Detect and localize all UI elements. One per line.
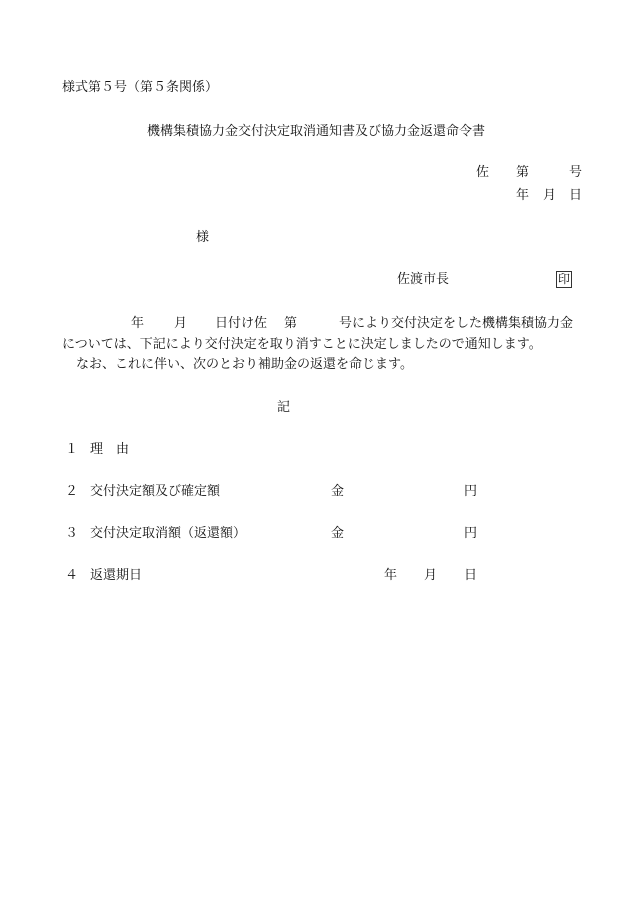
body-month: 月 (174, 316, 188, 331)
body-line2: については、下記により交付決定を取り消すことに決定しましたので通知します。 (62, 337, 542, 352)
item-2-kin: 金 (331, 484, 345, 499)
body-line1-rest: 号により交付決定をした機構集積協力金 (339, 316, 574, 331)
body-line3: なお、これに伴い、次のとおり補助金の返還を命じます。 (76, 357, 413, 372)
item-4-year: 年 (384, 568, 398, 583)
item-4-label: 返還期日 (90, 568, 143, 583)
item-2-yen: 円 (464, 484, 478, 499)
doc-date-month: 月 (543, 188, 557, 203)
ki-heading: 記 (277, 400, 291, 415)
item-2-number: ２ (65, 484, 79, 499)
body-dai: 第 (284, 316, 298, 331)
item-3-label: 交付決定取消額（返還額） (90, 526, 247, 541)
item-3-kin: 金 (331, 526, 345, 541)
item-3-yen: 円 (464, 526, 478, 541)
item-4-number: ４ (65, 568, 79, 583)
document-title: 機構集積協力金交付決定取消通知書及び協力金返還命令書 (147, 124, 486, 139)
doc-date-day: 日 (569, 188, 583, 203)
doc-number-go: 号 (569, 165, 583, 180)
item-1-number: １ (65, 442, 79, 457)
form-number: 様式第５号（第５条関係） (62, 80, 219, 95)
doc-number-dai: 第 (516, 165, 530, 180)
body-year: 年 (131, 316, 145, 331)
item-4-day: 日 (464, 568, 478, 583)
seal-mark (556, 271, 572, 288)
doc-date-year: 年 (516, 188, 530, 203)
body-day-ref: 日付け佐 (215, 316, 268, 331)
item-4-month: 月 (424, 568, 438, 583)
doc-number-prefix: 佐 (476, 165, 490, 180)
item-1-label: 理 由 (90, 442, 130, 457)
item-3-number: ３ (65, 526, 79, 541)
addressee-suffix: 様 (196, 230, 210, 245)
sender-title: 佐渡市長 (397, 272, 450, 287)
seal-box: 印 (558, 272, 571, 286)
item-2-label: 交付決定額及び確定額 (90, 484, 221, 499)
